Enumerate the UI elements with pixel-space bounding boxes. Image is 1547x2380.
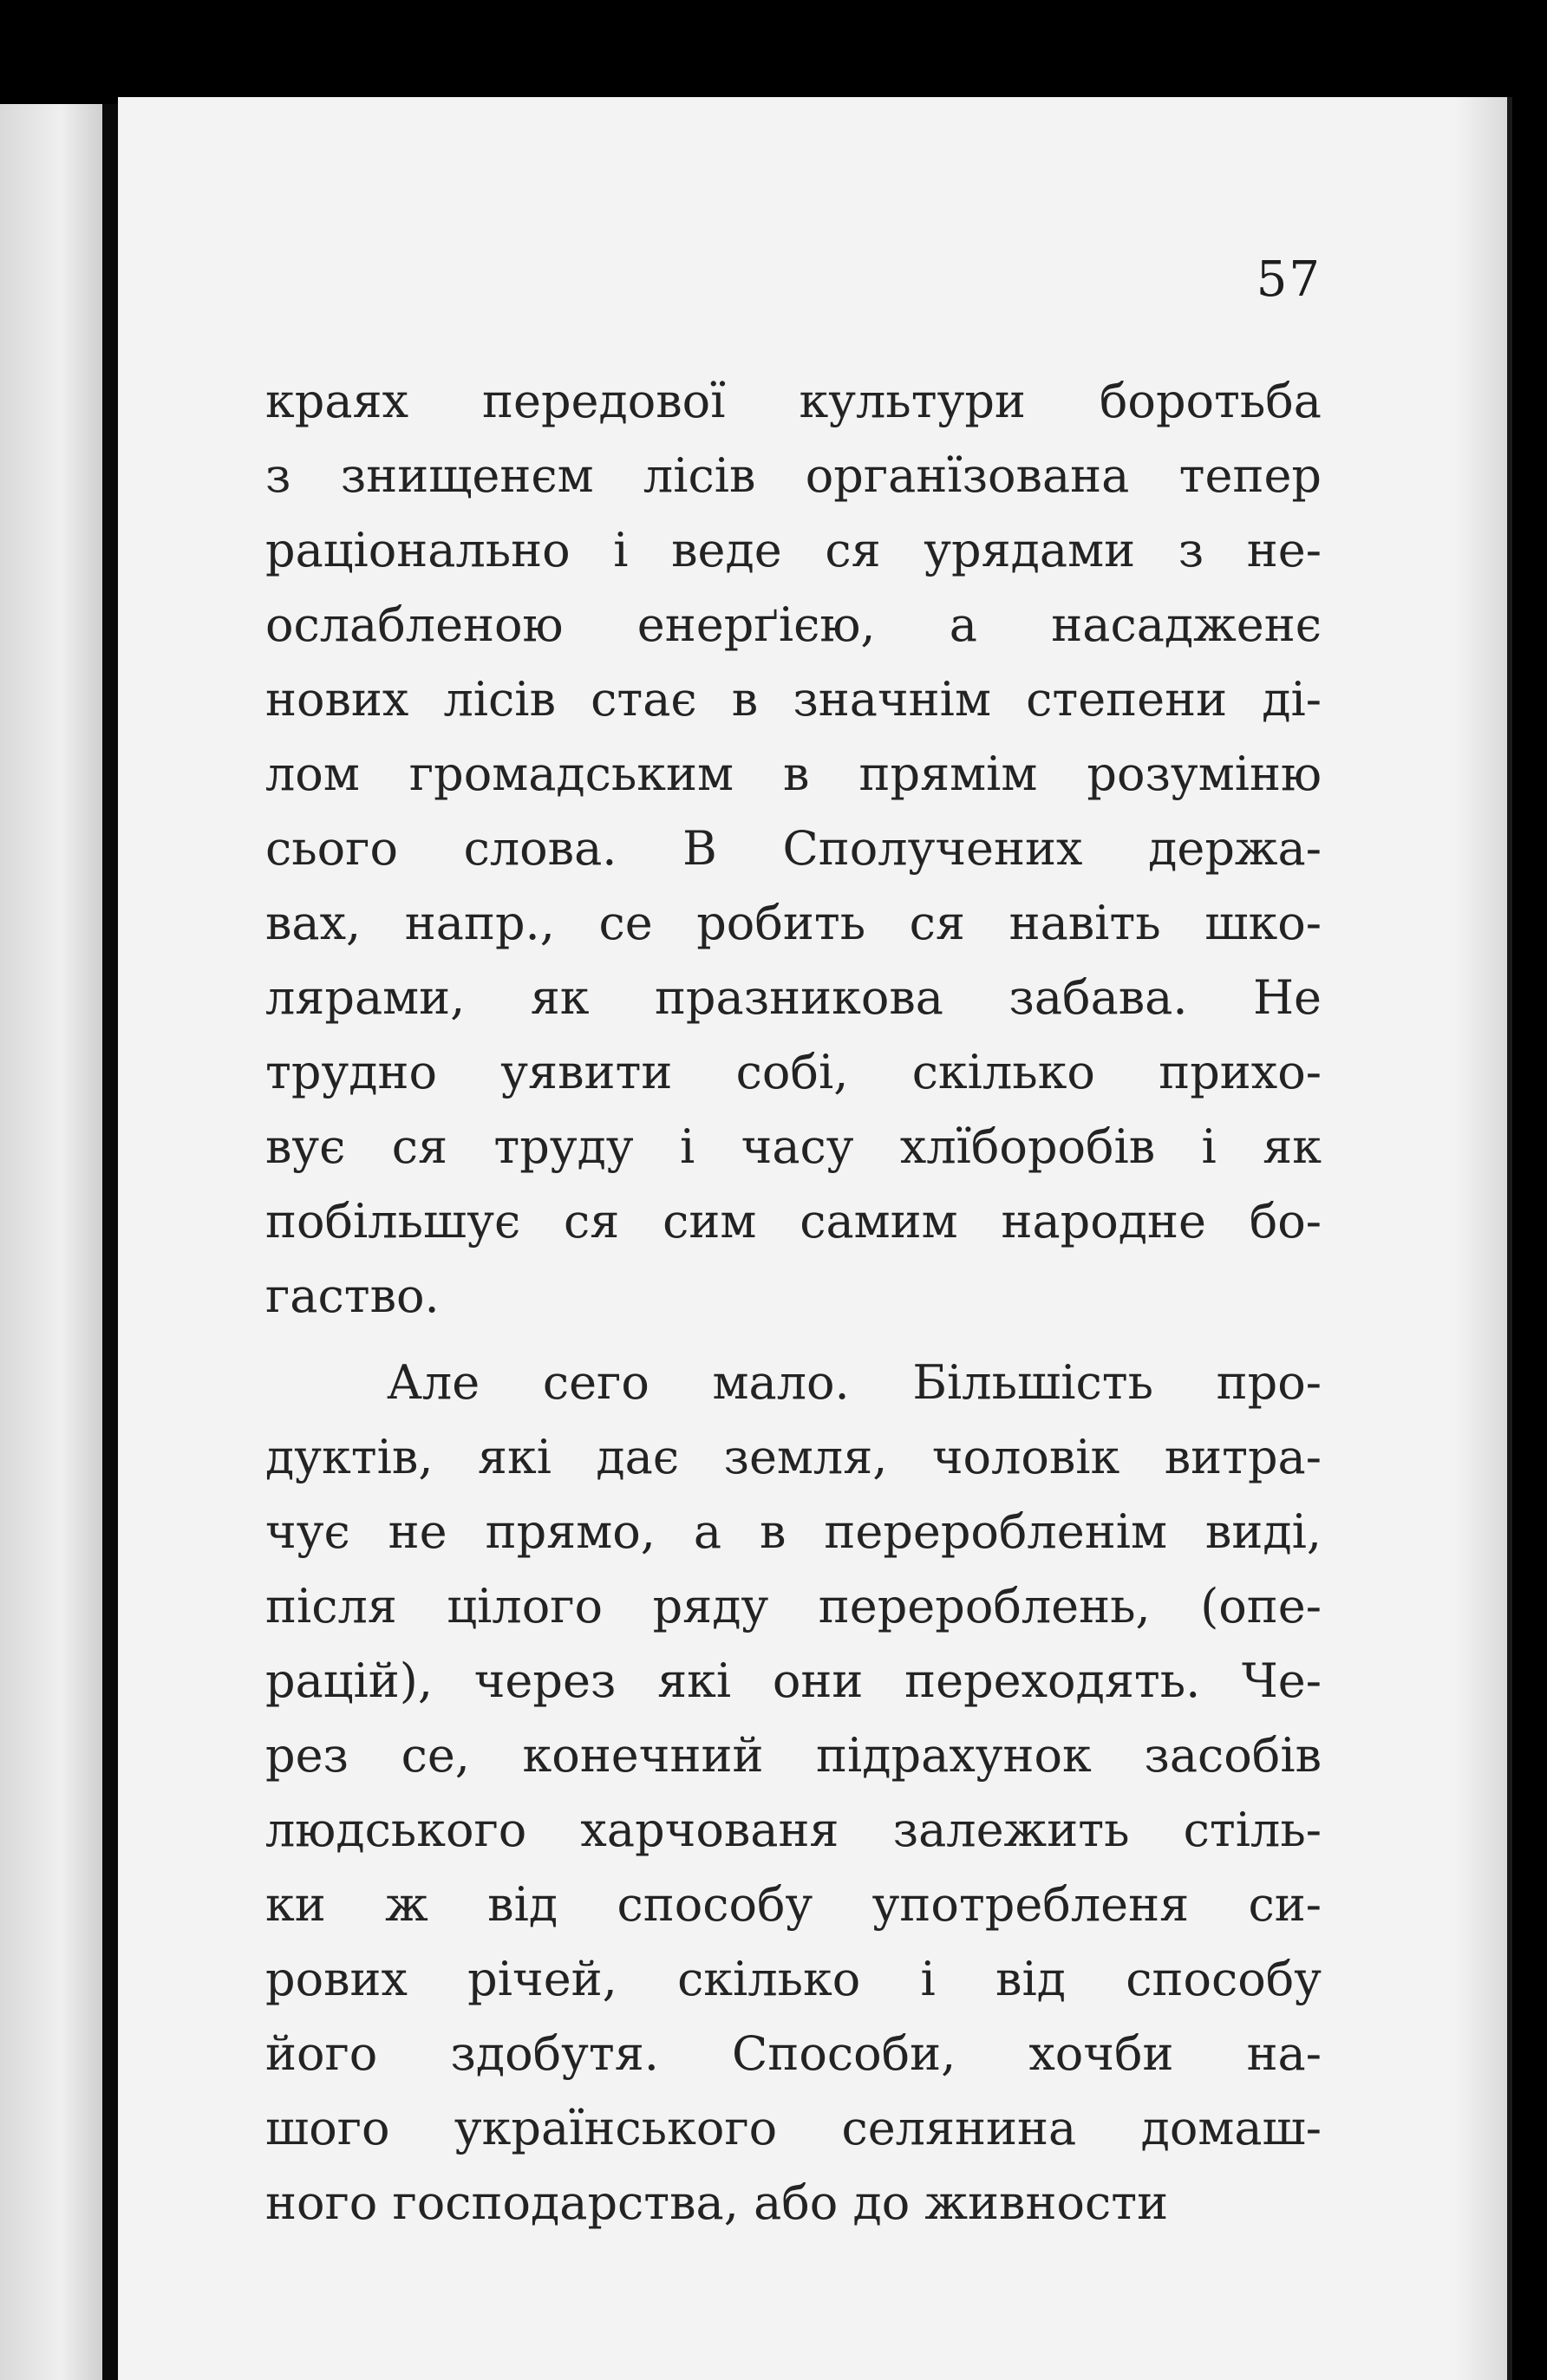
text-line: ки ж від способу употребленя си- [265, 1877, 1322, 1932]
text-line: чує не прямо, а в переробленім виді, [265, 1504, 1322, 1559]
text-line: шого українського селянина домаш- [265, 2101, 1322, 2155]
text-line: вує ся труду і часу хлїборобів і як [265, 1119, 1322, 1174]
previous-page-shading [0, 104, 102, 2380]
text-line: раціонально і веде ся урядами з не- [265, 523, 1322, 577]
text-line: нових лісів стає в значнім степени ді- [265, 672, 1322, 727]
text-line: рових річей, скілько і від способу [265, 1952, 1322, 2006]
text-line: ного господарства, або до живности [265, 2175, 1169, 2230]
paragraph [265, 1346, 1322, 2240]
book-gutter [102, 104, 118, 2380]
text-line: побільшує ся сим самим народне бо- [265, 1194, 1322, 1249]
text-line: Але сего мало. Більшість про- [387, 1355, 1322, 1410]
text-line: лярами, як празникова забава. Не [265, 970, 1322, 1025]
text-line: лом громадським в прямім розуміню [265, 747, 1322, 801]
text-line: рез се, конечний підрахунок засобів [265, 1728, 1322, 1783]
text-line: з знищенєм лісів органїзована тепер [265, 448, 1322, 503]
text-line: сього слова. В Сполучених держа- [265, 821, 1322, 876]
text-line: дуктів, які дає земля, чоловік витра- [265, 1430, 1322, 1484]
paragraph-gap [265, 1333, 1322, 1346]
text-line: гаство. [265, 1268, 440, 1323]
text-line: вах, напр., се робить ся навіть шко- [265, 896, 1322, 950]
page-number: 57 [1256, 251, 1322, 308]
text-line: краях передової культури боротьба [265, 374, 1322, 428]
text-line: рацій), через які они переходять. Че- [265, 1653, 1322, 1708]
text-line: після цілого ряду перероблень, (опе- [265, 1579, 1322, 1633]
body-text [265, 364, 1322, 2240]
text-line: ослабленою енерґією, а насадженє [265, 597, 1322, 652]
paragraph [265, 364, 1322, 1333]
text-line: його здобутя. Способи, хочби на- [265, 2026, 1322, 2081]
text-line: людського харчованя залежить стіль- [265, 1803, 1322, 1857]
page-edge-shadow [1455, 97, 1507, 2380]
book-page [118, 97, 1512, 2380]
text-line: трудно уявити собі, скілько прихо- [265, 1045, 1322, 1099]
